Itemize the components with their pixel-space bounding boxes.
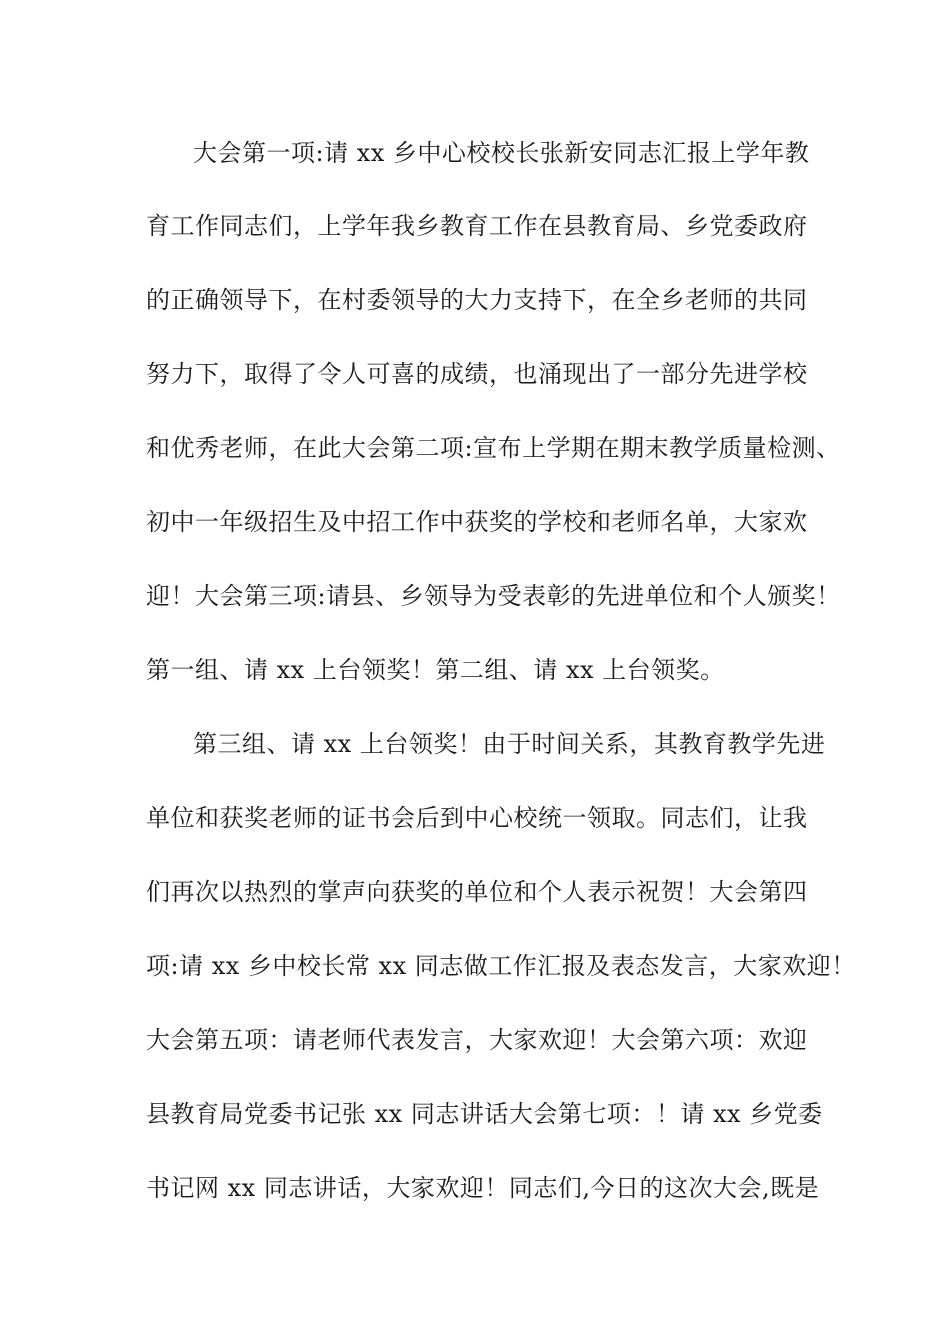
paragraph-1-line-1: 大会第一项:请 xx 乡中心校校长张新安同志汇报上学年教: [193, 139, 810, 167]
paragraph-1-line-4: 努力下，取得了令人可喜的成绩，也涌现出了一部分先进学校: [146, 360, 808, 388]
paragraph-2-line-1: 第三组、请 xx 上台领奖！由于时间关系，其教育教学先进: [193, 730, 826, 758]
paragraph-2-line-7: 书记网 xx 同志讲话，大家欢迎！同志们,今日的这次大会,既是: [146, 1174, 820, 1202]
paragraph-2-line-4: 项:请 xx 乡中校长常 xx 同志做工作汇报及表态发言，大家欢迎！: [146, 952, 856, 980]
paragraph-2-line-5: 大会第五项：请老师代表发言，大家欢迎！大会第六项：欢迎: [146, 1026, 808, 1054]
paragraph-1-line-3: 的正确领导下，在村委领导的大力支持下，在全乡老师的共同: [146, 286, 808, 314]
paragraph-2-line-3: 们再次以热烈的掌声向获奖的单位和个人表示祝贺！大会第四: [146, 878, 808, 906]
paragraph-2-line-6: 县教育局党委书记张 xx 同志讲话大会第七项：！请 xx 乡党委: [146, 1100, 823, 1128]
paragraph-1-line-7: 迎！大会第三项:请县、乡领导为受表彰的先进单位和个人颁奖！: [146, 582, 841, 610]
paragraph-1-line-8: 第一组、请 xx 上台领奖！第二组、请 xx 上台领奖。: [146, 656, 725, 684]
paragraph-1-line-2: 育工作同志们，上学年我乡教育工作在县教育局、乡党委政府: [146, 212, 808, 240]
paragraph-1-line-6: 初中一年级招生及中招工作中获奖的学校和老师名单，大家欢: [146, 508, 808, 536]
paragraph-2-line-2: 单位和获奖老师的证书会后到中心校统一领取。同志们，让我: [146, 804, 808, 832]
paragraph-1-line-5: 和优秀老师，在此大会第二项:宣布上学期在期末教学质量检测、: [146, 434, 841, 462]
